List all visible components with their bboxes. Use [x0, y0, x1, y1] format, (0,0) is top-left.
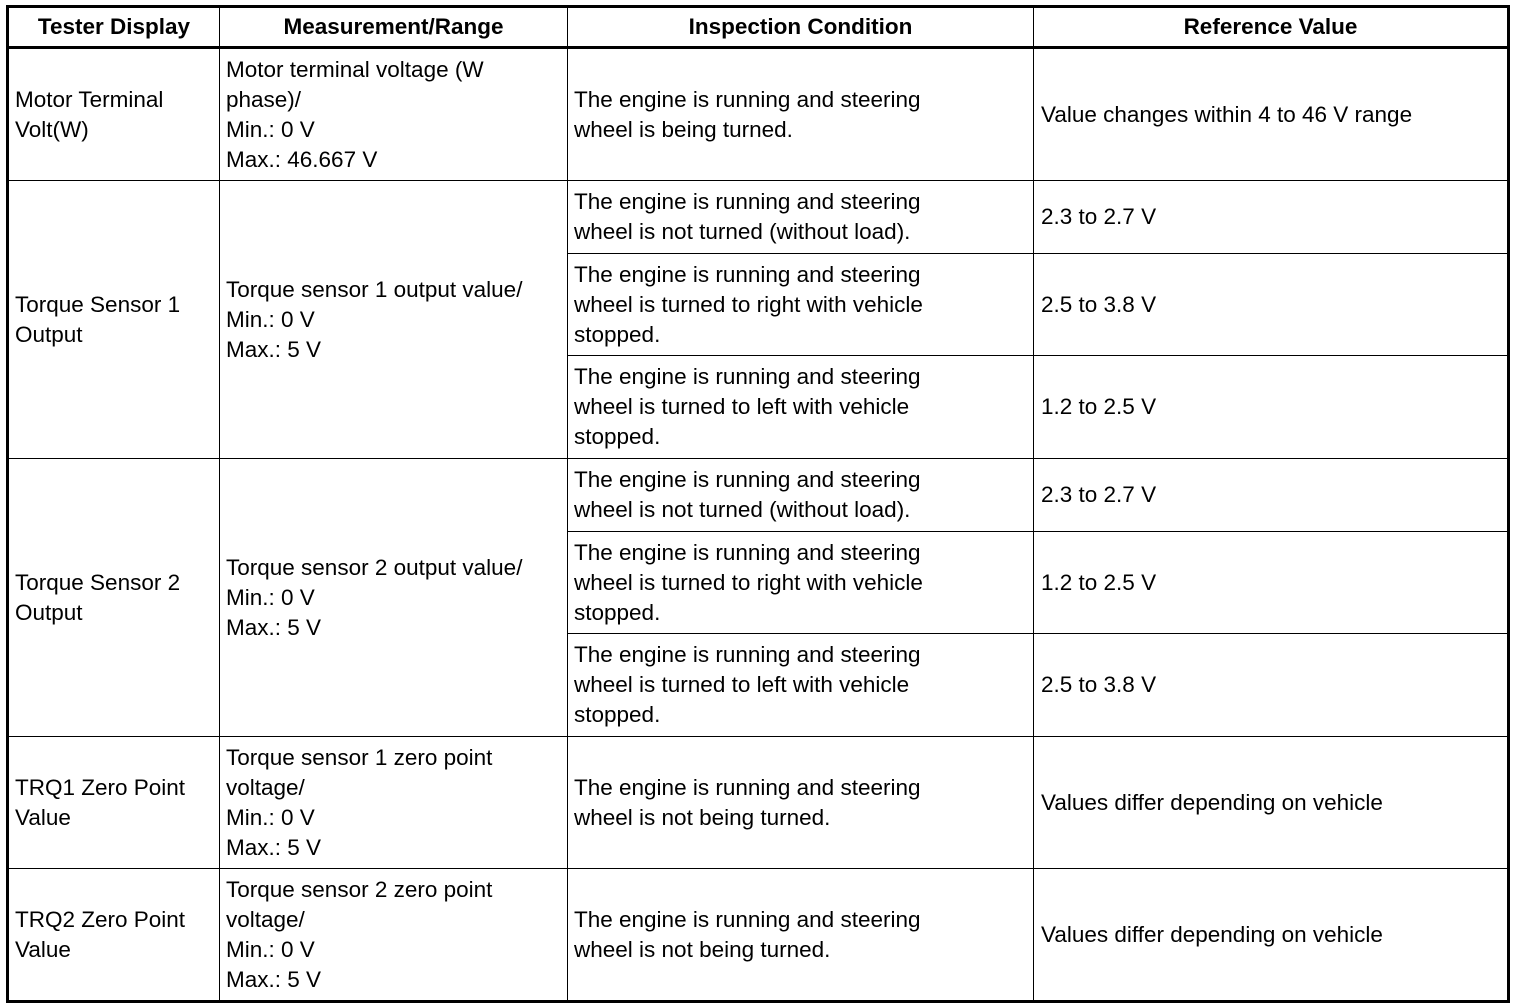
header-measurement-range: Measurement/Range	[220, 7, 568, 48]
reference-value-cell: 1.2 to 2.5 V	[1034, 532, 1509, 634]
reference-value-cell: Value changes within 4 to 46 V range	[1034, 48, 1509, 181]
table-row	[8, 48, 1509, 181]
inspection-condition-cell: The engine is running and steering wheel is turned to left with vehicle stopped.	[568, 356, 1034, 459]
measurement-range-cell: Motor terminal voltage (W phase)/ Min.: 0 V Max.: 46.667 V	[220, 48, 568, 181]
tester-display-cell: Torque Sensor 2 Output	[8, 459, 220, 737]
inspection-condition-cell: The engine is running and steering wheel is being turned.	[568, 48, 1034, 181]
table-row	[8, 459, 1509, 532]
reference-value-cell: Values differ depending on vehicle	[1034, 737, 1509, 869]
tester-display-cell: TRQ2 Zero Point Value	[8, 869, 220, 1002]
measurement-range-cell: Torque sensor 2 output value/ Min.: 0 V Max.: 5 V	[220, 459, 568, 737]
reference-value-cell: 2.3 to 2.7 V	[1034, 459, 1509, 532]
inspection-condition-cell: The engine is running and steering wheel is turned to left with vehicle stopped.	[568, 634, 1034, 737]
tester-display-cell: Motor Terminal Volt(W)	[8, 48, 220, 181]
table-row	[8, 737, 1509, 869]
header-reference-value: Reference Value	[1034, 7, 1509, 48]
inspection-condition-cell: The engine is running and steering wheel is turned to right with vehicle stopped.	[568, 254, 1034, 356]
reference-value-cell: 1.2 to 2.5 V	[1034, 356, 1509, 459]
table-row	[8, 181, 1509, 254]
inspection-condition-cell: The engine is running and steering wheel is turned to right with vehicle stopped.	[568, 532, 1034, 634]
reference-value-cell: Values differ depending on vehicle	[1034, 869, 1509, 1002]
inspection-condition-cell: The engine is running and steering wheel is not turned (without load).	[568, 181, 1034, 254]
table-row	[8, 869, 1509, 1002]
reference-value-cell: 2.5 to 3.8 V	[1034, 254, 1509, 356]
measurement-range-cell: Torque sensor 1 zero point voltage/ Min.: 0 V Max.: 5 V	[220, 737, 568, 869]
reference-value-cell: 2.5 to 3.8 V	[1034, 634, 1509, 737]
measurement-range-cell: Torque sensor 1 output value/ Min.: 0 V Max.: 5 V	[220, 181, 568, 459]
inspection-condition-cell: The engine is running and steering wheel is not turned (without load).	[568, 459, 1034, 532]
tester-data-table	[6, 5, 1510, 1003]
header-row	[8, 7, 1509, 48]
reference-value-cell: 2.3 to 2.7 V	[1034, 181, 1509, 254]
tester-display-cell: Torque Sensor 1 Output	[8, 181, 220, 459]
header-tester-display: Tester Display	[8, 7, 220, 48]
inspection-condition-cell: The engine is running and steering wheel is not being turned.	[568, 737, 1034, 869]
header-inspection-condition: Inspection Condition	[568, 7, 1034, 48]
inspection-condition-cell: The engine is running and steering wheel is not being turned.	[568, 869, 1034, 1002]
tester-display-cell: TRQ1 Zero Point Value	[8, 737, 220, 869]
measurement-range-cell: Torque sensor 2 zero point voltage/ Min.: 0 V Max.: 5 V	[220, 869, 568, 1002]
